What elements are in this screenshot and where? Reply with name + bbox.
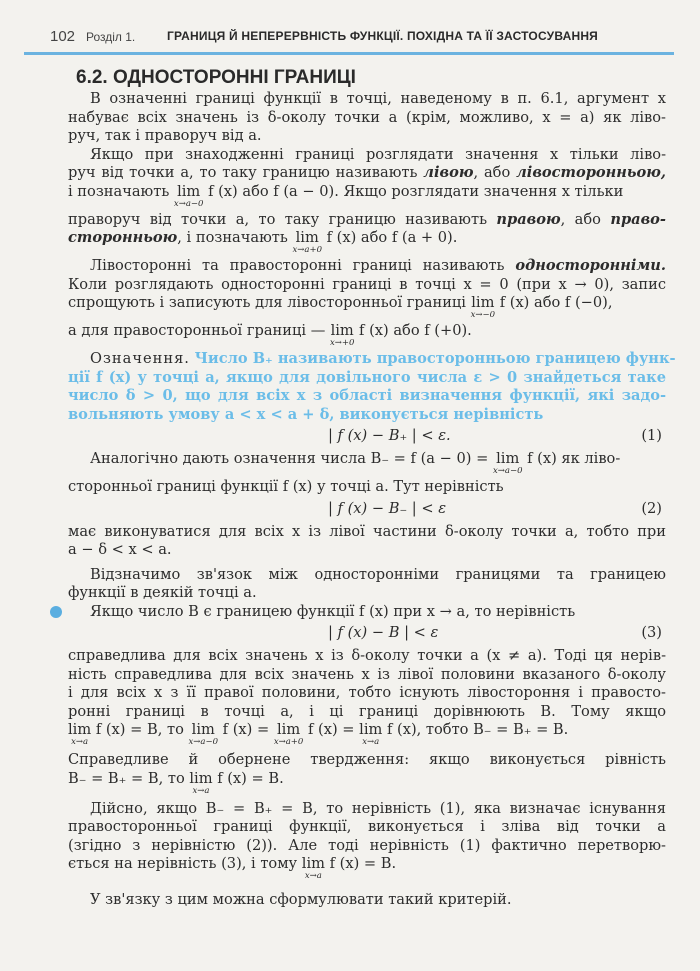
paragraph-line	[68, 770, 666, 800]
lim-word: lim	[191, 721, 215, 738]
lim-subscript: x→a−0	[492, 466, 523, 476]
term-left: лівою	[423, 164, 474, 181]
text-span: f (x) = B.	[324, 855, 397, 872]
text-span: f (x) =	[218, 721, 274, 738]
text-span: , або	[560, 210, 611, 228]
equation-number: (1)	[641, 427, 662, 444]
section-title: 6.2. ОДНОСТОРОННІ ГРАНИЦІ	[76, 67, 356, 88]
paragraph-line: справедлива для всіх значень x із δ-околу точки a (x ≠ a). Тоді ця нерів-	[68, 647, 666, 664]
text-span: f (x) як ліво-	[522, 450, 621, 467]
definition-label: Означення.	[90, 350, 190, 367]
paragraph-line: Якщо при знаходженні границі розглядати значення x тільки ліво-	[90, 145, 666, 163]
term-one-sided: односторонніми.	[515, 257, 666, 274]
limit-expression	[493, 450, 523, 476]
running-title: ГРАНИЦЯ Й НЕПЕРЕРВНІСТЬ ФУНКЦІЇ. ПОХІДНА ТА ЇЇ ЗАСТОСУВАННЯ	[167, 29, 599, 43]
lim-subscript: x→a+0	[273, 737, 304, 747]
lim-word: lim	[471, 294, 495, 311]
text-span: , і позначають	[177, 229, 293, 246]
bullet-marker-icon	[50, 606, 62, 618]
lim-subscript: x→a	[71, 737, 89, 747]
paragraph-line	[68, 257, 666, 276]
paragraph-line: (згідно з нерівністю (2)). Але тоді нерівність (1) фактично перетворю-	[68, 836, 666, 854]
limit-expression	[68, 721, 91, 747]
text-span: f (x) або f (a + 0).	[321, 229, 458, 246]
paragraph-line	[68, 322, 666, 350]
lim-word: lim	[496, 450, 520, 467]
text-span: f (x) або f (−0),	[495, 294, 613, 311]
text-span: а для правосторонньої границі —	[68, 322, 330, 339]
lim-subscript: x→−0	[470, 310, 496, 320]
paragraph-line	[68, 603, 666, 622]
paragraph-line: сторонньої границі функції f (x) у точці a. Тут нерівність	[68, 478, 504, 495]
lim-subscript: x→a	[192, 785, 210, 796]
paragraph-line: a − δ < x < a.	[68, 541, 172, 558]
text-span: B₋ = B₊ = B, то	[68, 769, 190, 787]
paragraph-line: набуває всіх значень із δ-околу точки a (крім, можливо, x = a) як ліво-	[68, 108, 666, 126]
paragraph-line	[68, 721, 666, 751]
text-span: спрощують і записують для лівосторонньої границі	[68, 294, 471, 311]
paragraph-line: правосторонньої границі функції, виконується і зліва від точки a	[68, 818, 666, 835]
paragraph-line: має виконуватися для всіх x із лівої частини δ-околу точки a, тобто при	[68, 522, 666, 540]
text-span: ється на нерівність (3), і тому	[68, 855, 302, 872]
limit-expression	[330, 322, 354, 348]
lim-subscript: x→a	[304, 871, 322, 881]
equation-formula: | f (x) − B₋ | < ε	[328, 499, 447, 517]
limit-expression	[292, 229, 322, 255]
limit-expression	[189, 770, 212, 796]
paragraph-line	[68, 183, 666, 211]
text-span: f (x) = B.	[212, 769, 284, 787]
paragraph-line: В означенні границі функції в точці, наведеному в п. 6.1, аргумент x	[90, 90, 666, 107]
lim-word: lim	[276, 721, 301, 738]
paragraph-line	[68, 855, 666, 885]
term-right-sided-cont: сторонньою	[68, 229, 178, 246]
lim-word: lim	[295, 229, 319, 246]
lim-word: lim	[177, 182, 201, 200]
paragraph-line: ність справедлива для всіх значень x із лівої половини вказаного δ-околу	[68, 665, 666, 683]
paragraph-line	[68, 229, 666, 257]
paragraph-line: функції в деякій точці a.	[68, 584, 257, 601]
limit-expression	[471, 294, 495, 320]
paragraph-line: Дійсно, якщо B₋ = B₊ = B, то нерівність (1), яка визначає існування	[90, 799, 666, 817]
limit-expression	[189, 721, 219, 747]
definition-line: вольняють умову a < x < a + δ, виконується нерівність	[68, 405, 544, 423]
term-left-sided: лівосторонньою,	[516, 164, 666, 181]
equation-formula: | f (x) − B₊ | < ε.	[328, 427, 451, 444]
paragraph-line	[68, 211, 666, 230]
paragraph-line: і для всіх x з її правої половини, тобто існують лівостороння і правосто-	[68, 684, 666, 701]
term-right-sided: право-	[610, 210, 666, 228]
limit-expression	[302, 855, 325, 881]
paragraph-line: Коли розглядають односторонні границі в точці x = 0 (при x → 0), запис	[68, 275, 666, 293]
limit-expression	[274, 721, 304, 747]
equation-3	[68, 621, 666, 647]
equation-formula: | f (x) − B | < ε	[328, 624, 439, 641]
text-span: Лівосторонні та правосторонні границі називають	[90, 257, 516, 274]
page-number: 102	[50, 28, 76, 45]
page-header	[24, 22, 674, 55]
lim-subscript: x→a−0	[188, 737, 219, 747]
paragraph-line: руч, так і праворуч від a.	[68, 127, 262, 144]
paragraph-line	[68, 450, 666, 478]
text-span: f (x) =	[303, 721, 360, 738]
body-text	[68, 90, 676, 910]
paragraph-line: ронні границі в точці a, і ці границі дорівнюють B. Тому якщо	[68, 702, 666, 720]
lim-subscript: x→a	[362, 737, 380, 747]
lim-subscript: x→a+0	[292, 245, 322, 255]
lim-word: lim	[68, 721, 92, 738]
paragraph-line	[68, 164, 666, 183]
lim-word: lim	[330, 322, 354, 339]
limit-expression	[174, 183, 204, 209]
text-span: f (x) = B, то	[91, 721, 189, 738]
equation-number: (2)	[641, 499, 662, 517]
limit-expression	[359, 721, 382, 747]
text-span: f (x) або f (a − 0). Якщо розглядати значення x тільки	[203, 182, 624, 200]
text-span: праворуч від точки a, то таку границю називають	[68, 210, 497, 228]
text-span: Якщо число B є границею функції f (x) при x → a, то нерівність	[90, 602, 576, 620]
equation-2	[68, 497, 666, 523]
text-span: і позначають	[68, 182, 174, 200]
text-span: руч від точки a, то таку границю називають	[68, 164, 424, 181]
lim-subscript: x→+0	[329, 338, 355, 348]
section-label: Розділ 1.	[86, 30, 136, 44]
text-span: f (x) або f (+0).	[354, 322, 472, 339]
paragraph-line	[68, 294, 666, 322]
definition-line	[68, 350, 676, 369]
lim-word: lim	[189, 769, 213, 787]
lim-subscript: x→a−0	[173, 198, 204, 209]
definition-text: Число B₊ називають правосторонньою границею функ-	[194, 350, 676, 367]
definition-line: ції f (x) у точці a, якщо для довільного числа ε > 0 знайдеться таке	[68, 368, 666, 386]
text-span: f (x), тобто B₋ = B₊ = B.	[382, 721, 569, 738]
equation-number: (3)	[641, 624, 662, 641]
term-right: правою	[496, 210, 561, 228]
paragraph-line: Справедливе й обернене твердження: якщо виконується рівність	[68, 751, 666, 768]
lim-word: lim	[301, 855, 325, 872]
lim-word: lim	[359, 721, 383, 738]
text-span: , або	[473, 164, 517, 181]
paragraph-line: У зв'язку з цим можна сформулювати такий критерій.	[90, 891, 512, 908]
text-span: Аналогічно дають означення числа B₋ = f (a − 0) =	[90, 450, 493, 467]
paragraph-line: Відзначимо зв'язок між односторонніми границями та границею	[90, 565, 666, 583]
equation-1	[68, 424, 666, 450]
definition-line: число δ > 0, що для всіх x з області визначення функції, які задо-	[68, 387, 666, 404]
